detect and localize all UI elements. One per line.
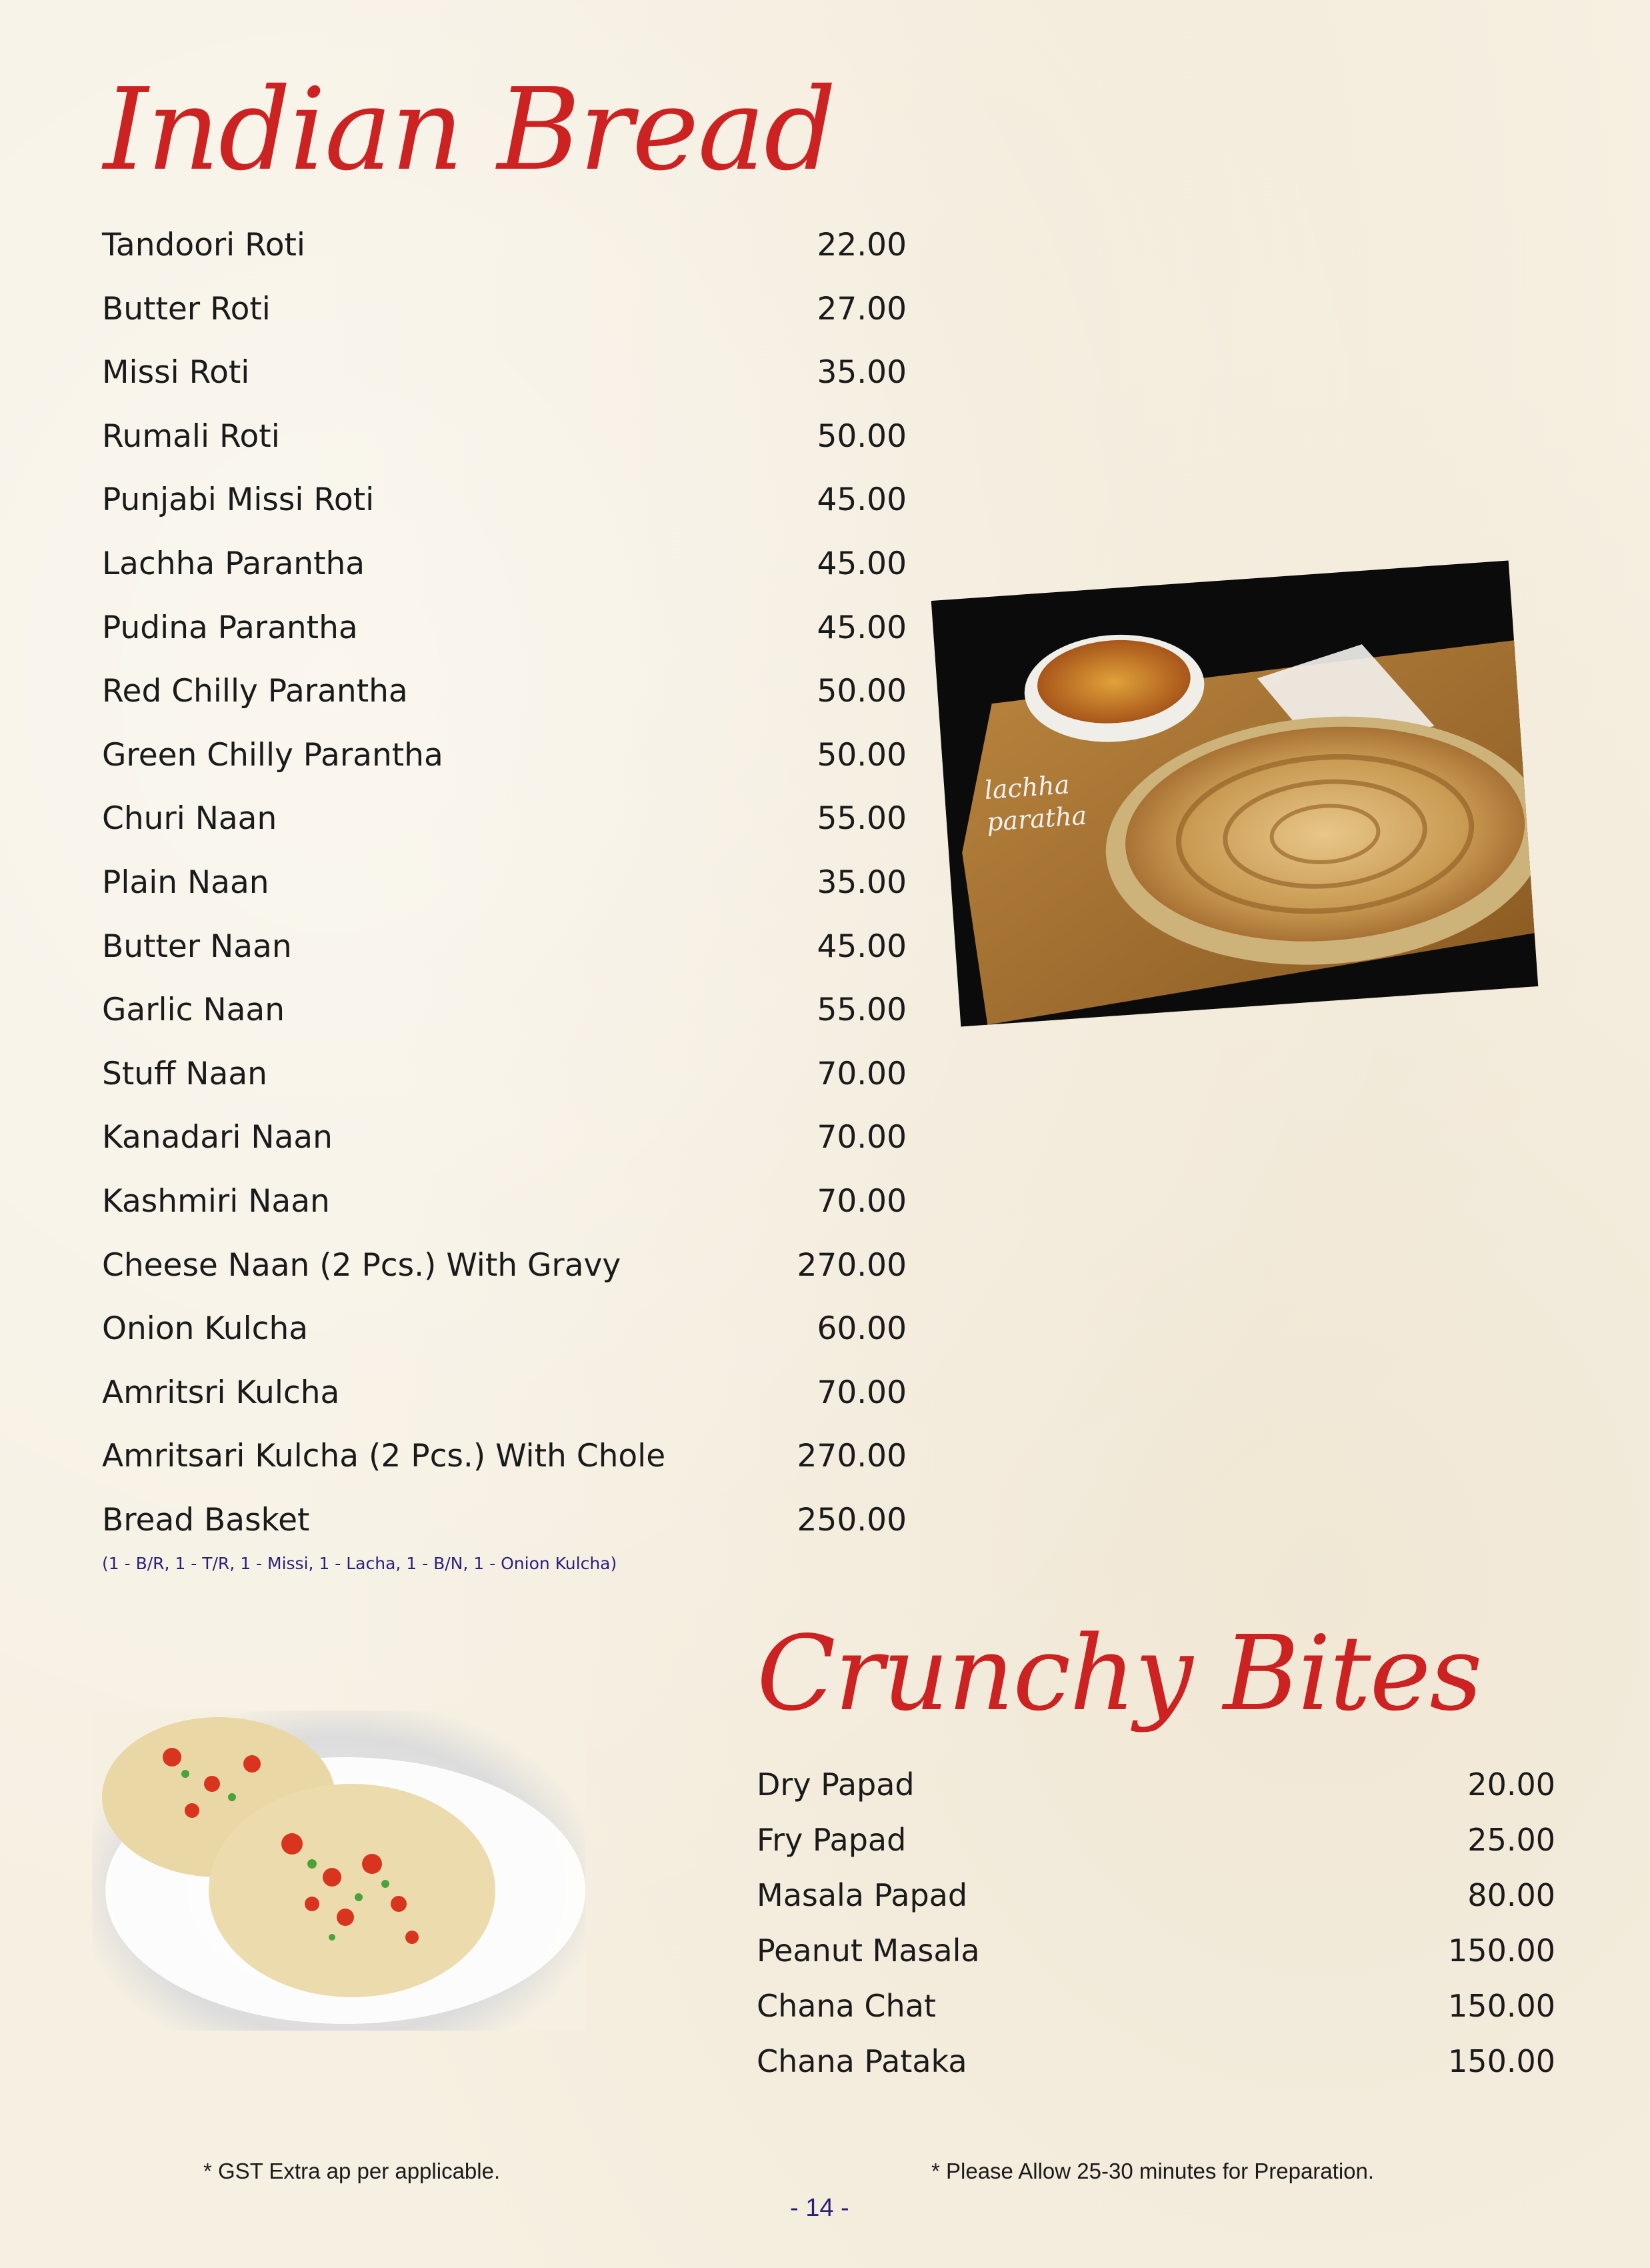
item-price: 50.00 — [817, 736, 907, 774]
item-price: 70.00 — [817, 1182, 907, 1220]
item-price: 70.00 — [817, 1374, 907, 1411]
item-price: 45.00 — [817, 609, 907, 646]
item-name: Chana Chat — [757, 1988, 936, 2024]
item-name: Plain Naan — [102, 864, 269, 901]
menu-item — [102, 1488, 907, 1552]
item-name: Dry Papad — [757, 1767, 915, 1803]
item-name: Butter Roti — [102, 290, 271, 327]
indian-bread-list — [102, 213, 907, 1552]
item-name: Peanut Masala — [757, 1933, 980, 1969]
item-price: 45.00 — [817, 928, 907, 965]
menu-item — [757, 1923, 1555, 1979]
lachha-paratha-photo — [931, 561, 1539, 1027]
item-name: Onion Kulcha — [102, 1310, 309, 1348]
menu-item — [757, 1868, 1555, 1923]
page-number: - 14 - — [790, 2194, 849, 2222]
item-price: 270.00 — [797, 1438, 907, 1475]
menu-item — [102, 660, 907, 724]
item-price: 35.00 — [817, 864, 907, 901]
crunchy-bites-list — [757, 1757, 1555, 2089]
menu-item — [102, 468, 907, 532]
item-price: 60.00 — [817, 1310, 907, 1348]
menu-item — [102, 1361, 907, 1425]
item-name: Red Chilly Parantha — [102, 673, 408, 710]
item-price: 50.00 — [817, 673, 907, 710]
item-name: Tandoori Roti — [102, 227, 305, 263]
item-name: Kanadari Naan — [102, 1119, 333, 1156]
menu-item — [102, 851, 907, 915]
menu-item — [102, 596, 907, 660]
menu-item — [102, 405, 907, 469]
menu-item — [102, 1234, 907, 1298]
item-name: Churi Naan — [102, 800, 277, 838]
item-price: 50.00 — [817, 417, 907, 455]
item-name: Missi Roti — [102, 354, 250, 391]
gst-note: * GST Extra ap per applicable. — [203, 2159, 501, 2183]
item-price: 150.00 — [1448, 1988, 1555, 2024]
menu-item — [102, 724, 907, 788]
item-price: 45.00 — [817, 481, 907, 519]
item-price: 22.00 — [817, 227, 907, 263]
item-price: 270.00 — [797, 1246, 907, 1284]
menu-item — [102, 787, 907, 851]
item-price: 150.00 — [1448, 2043, 1555, 2079]
item-name: Chana Pataka — [757, 2043, 967, 2079]
papad-illustration — [92, 1711, 585, 2031]
menu-item — [102, 1424, 907, 1488]
item-name: Kashmiri Naan — [102, 1182, 330, 1220]
item-price: 250.00 — [797, 1501, 907, 1538]
item-price: 27.00 — [817, 290, 907, 327]
bread-basket-note: (1 - B/R, 1 - T/R, 1 - Missi, 1 - Lacha, 1 - B/N, 1 - Onion Kulcha) — [102, 1554, 617, 1573]
menu-item — [757, 1979, 1555, 2034]
item-name: Rumali Roti — [102, 417, 280, 455]
item-name: Amritsari Kulcha (2 Pcs.) With Chole — [102, 1438, 666, 1475]
menu-item — [102, 1106, 907, 1170]
paratha-caption: lachha paratha — [983, 770, 1088, 837]
item-price: 45.00 — [817, 545, 907, 582]
section-title-indian-bread: Indian Bread — [103, 64, 835, 196]
item-price: 70.00 — [817, 1055, 907, 1092]
menu-item — [102, 213, 907, 277]
menu-item — [757, 2034, 1555, 2089]
menu-item — [757, 1813, 1555, 1868]
preparation-note: * Please Allow 25-30 minutes for Preparation. — [931, 2159, 1375, 2183]
item-name: Green Chilly Parantha — [102, 736, 443, 774]
item-name: Masala Papad — [757, 1877, 968, 1913]
item-name: Garlic Naan — [102, 992, 285, 1029]
menu-item — [757, 1757, 1555, 1813]
item-name: Stuff Naan — [102, 1055, 267, 1092]
item-name: Lachha Parantha — [102, 545, 365, 582]
menu-item — [102, 978, 907, 1042]
item-price: 20.00 — [1467, 1767, 1555, 1803]
menu-item — [102, 915, 907, 979]
item-name: Bread Basket — [102, 1501, 310, 1538]
item-price: 70.00 — [817, 1119, 907, 1156]
item-name: Cheese Naan (2 Pcs.) With Gravy — [102, 1246, 621, 1284]
menu-item — [102, 277, 907, 341]
section-title-crunchy-bites: Crunchy Bites — [757, 1613, 1481, 1734]
menu-item — [102, 1170, 907, 1234]
item-name: Pudina Parantha — [102, 609, 358, 646]
item-name: Butter Naan — [102, 928, 292, 965]
item-price: 150.00 — [1448, 1933, 1555, 1969]
item-name: Punjabi Missi Roti — [102, 481, 375, 519]
masala-papad-photo — [92, 1711, 585, 2031]
item-name: Amritsri Kulcha — [102, 1374, 340, 1411]
menu-item — [102, 1297, 907, 1361]
menu-item — [102, 341, 907, 405]
menu-item — [102, 532, 907, 596]
item-name: Fry Papad — [757, 1822, 907, 1858]
item-price: 80.00 — [1467, 1877, 1555, 1913]
item-price: 25.00 — [1467, 1822, 1555, 1858]
item-price: 35.00 — [817, 354, 907, 391]
menu-item — [102, 1042, 907, 1106]
item-price: 55.00 — [817, 800, 907, 838]
item-price: 55.00 — [817, 992, 907, 1029]
